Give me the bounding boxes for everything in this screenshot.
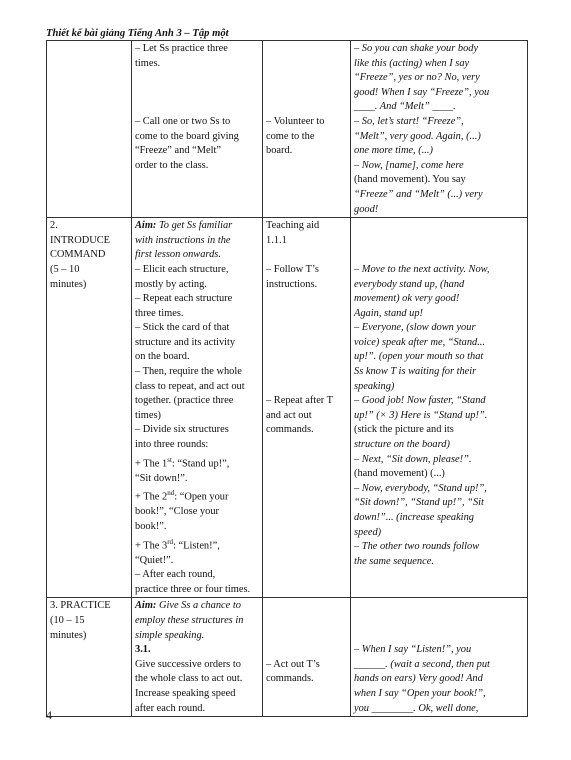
text-line bbox=[266, 599, 347, 614]
text-line: speaking) bbox=[354, 380, 395, 392]
page-header: Thiết kế bài giảng Tiếng Anh 3 – Tập một bbox=[46, 28, 229, 39]
table-row bbox=[47, 41, 528, 218]
text-line: ______. (wait a second, then put bbox=[354, 658, 490, 670]
text-line bbox=[266, 86, 347, 101]
text-line: after each round. bbox=[135, 702, 206, 714]
text-line: – Everyone, (slow down your bbox=[354, 322, 476, 334]
text-line: – Stick the card of that bbox=[135, 322, 230, 334]
text-line: commands. bbox=[266, 673, 314, 685]
text-line: – Move to the next activity. Now, bbox=[354, 263, 490, 275]
stage-cell bbox=[47, 598, 132, 717]
text-line: like this (acting) when I say bbox=[354, 57, 470, 69]
text-line: when I say “Open your book!”, bbox=[354, 687, 486, 699]
student-activity-cell bbox=[263, 598, 351, 717]
text-line: together. (practice three bbox=[135, 395, 234, 407]
text-line: book!”. bbox=[135, 520, 167, 532]
text-line: (stick the picture and its bbox=[354, 424, 454, 436]
teacher-language-cell bbox=[351, 41, 528, 218]
text-line: class to repeat, and act out bbox=[135, 380, 245, 392]
text-line bbox=[266, 71, 347, 86]
text-line: one more time, (...) bbox=[354, 145, 433, 157]
text-line: good! When I say “Freeze”, you bbox=[354, 86, 490, 98]
text-line: Give successive orders to bbox=[135, 658, 241, 670]
aim-line: with instructions in the bbox=[135, 234, 231, 246]
student-activity-cell bbox=[263, 218, 351, 598]
text-line: (hand movement). You say bbox=[354, 174, 466, 186]
text-line: three times. bbox=[135, 307, 184, 319]
text-line bbox=[354, 629, 524, 644]
student-activity-cell bbox=[263, 41, 351, 218]
table-row bbox=[47, 218, 528, 598]
text-line bbox=[266, 614, 347, 629]
text-line: order to the class. bbox=[135, 159, 209, 171]
aim-line: Aim: Give Ss a chance to bbox=[135, 600, 241, 612]
text-line: practice three or four times. bbox=[135, 583, 251, 595]
aim-line: simple speaking. bbox=[135, 629, 205, 641]
text-line: “Quiet!”. bbox=[135, 554, 174, 566]
teacher-language-cell bbox=[351, 598, 528, 717]
page-number: 4 bbox=[46, 708, 52, 722]
table-row bbox=[47, 598, 528, 717]
text-line: “Freeze”, yes or no? No, very bbox=[354, 72, 480, 84]
text-line: + The 3rd: “Listen!”, bbox=[135, 537, 220, 551]
text-line bbox=[266, 100, 347, 115]
text-line: – When I say “Listen!”, you bbox=[354, 644, 472, 656]
text-line: up!” (× 3) Here is “Stand up!”. bbox=[354, 409, 488, 421]
sub-heading: 3.1. bbox=[135, 644, 151, 656]
teacher-language-cell bbox=[351, 218, 528, 598]
text-line: up!”. (open your mouth so that bbox=[354, 351, 484, 363]
text-line bbox=[266, 292, 347, 307]
text-line: 2. bbox=[50, 220, 58, 232]
text-line: “Freeze” and “Melt” bbox=[135, 145, 221, 157]
text-line bbox=[266, 321, 347, 336]
text-line: Ss know T is waiting for their bbox=[354, 366, 477, 378]
text-line: – Let Ss practice three bbox=[135, 43, 228, 54]
text-line: (hand movement) (...) bbox=[354, 468, 445, 480]
procedure-cell bbox=[132, 41, 263, 218]
text-line: – So you can shake your body bbox=[354, 43, 479, 54]
text-line bbox=[135, 71, 259, 86]
text-line: hands on ears) Very good! And bbox=[354, 673, 483, 685]
text-line: structure on the board) bbox=[354, 439, 450, 451]
text-line: structure and its activity bbox=[135, 336, 236, 348]
text-line: movement) ok very good! bbox=[354, 293, 460, 305]
text-line: voice) speak after me, “Stand... bbox=[354, 336, 486, 348]
text-line: – Now, everybody, “Stand up!”, bbox=[354, 482, 487, 494]
text-line: 1.1.1 bbox=[266, 234, 287, 246]
aim-line: first lesson onwards. bbox=[135, 249, 221, 261]
text-line: + The 1st: “Stand up!”, bbox=[135, 455, 230, 470]
text-line: “Sit down!”, “Stand up!”, “Sit bbox=[354, 497, 484, 509]
text-line: into three rounds: bbox=[135, 439, 209, 451]
text-line: speed) bbox=[354, 526, 382, 538]
text-line bbox=[266, 629, 347, 644]
stage-cell bbox=[47, 41, 132, 218]
text-line bbox=[266, 365, 347, 380]
text-line: commands. bbox=[266, 424, 314, 436]
stage-cell bbox=[47, 218, 132, 598]
text-line bbox=[354, 219, 524, 234]
text-line bbox=[266, 336, 347, 351]
text-line: minutes) bbox=[50, 278, 87, 290]
text-line: Increase speaking speed bbox=[135, 687, 236, 699]
text-line: – Now, [name], come here bbox=[354, 159, 464, 171]
text-line: – Next, “Sit down, please!”. bbox=[354, 453, 472, 465]
text-line: good! bbox=[354, 203, 379, 215]
text-line: – Call one or two Ss to bbox=[135, 115, 231, 127]
text-line: times. bbox=[135, 57, 161, 69]
text-line: “Sit down!”. bbox=[135, 472, 188, 484]
text-line bbox=[354, 614, 524, 629]
text-line: ____. And “Melt” ____. bbox=[354, 101, 456, 113]
text-line: – Divide six structures bbox=[135, 424, 229, 436]
text-line bbox=[266, 350, 347, 365]
text-line: mostly by acting. bbox=[135, 278, 207, 290]
text-line bbox=[266, 307, 347, 322]
text-line: times) bbox=[135, 409, 161, 421]
text-line bbox=[266, 57, 347, 72]
text-line bbox=[135, 100, 259, 115]
text-line: – After each round, bbox=[135, 569, 216, 581]
text-line: everybody stand up, (hand bbox=[354, 278, 465, 290]
text-line: come to the board giving bbox=[135, 130, 239, 142]
text-line bbox=[266, 380, 347, 395]
text-line bbox=[354, 234, 524, 249]
text-line: INTRODUCE bbox=[50, 234, 111, 246]
text-line: Teaching aid bbox=[266, 220, 320, 232]
text-line bbox=[135, 86, 259, 101]
lesson-plan-table bbox=[46, 40, 528, 717]
text-line: on the board. bbox=[135, 351, 190, 363]
text-line: down!”... (increase speaking bbox=[354, 512, 474, 523]
text-line: – The other two rounds follow bbox=[354, 541, 480, 553]
text-line bbox=[266, 42, 347, 57]
text-line: – So, let’s start! “Freeze”, bbox=[354, 115, 464, 127]
text-line: come to the bbox=[266, 130, 315, 142]
procedure-cell bbox=[132, 598, 263, 717]
text-line: instructions. bbox=[266, 278, 318, 290]
text-line: board. bbox=[266, 145, 293, 157]
text-line bbox=[354, 248, 524, 263]
aim-line: employ these structures in bbox=[135, 614, 244, 626]
text-line: minutes) bbox=[50, 629, 87, 641]
text-line: – Act out T’s bbox=[266, 658, 320, 670]
text-line: (10 – 15 bbox=[50, 614, 85, 626]
text-line: – Repeat after T bbox=[266, 395, 334, 407]
text-line: Again, stand up! bbox=[354, 307, 423, 319]
text-line: the whole class to act out. bbox=[135, 673, 243, 685]
text-line: book!”, “Close your bbox=[135, 506, 219, 518]
text-line: – Good job! Now faster, “Stand bbox=[354, 395, 486, 407]
text-line: you ________. Ok, well done, bbox=[354, 702, 479, 714]
text-line bbox=[266, 643, 347, 658]
text-line: – Repeat each structure bbox=[135, 293, 233, 305]
text-line: – Elicit each structure, bbox=[135, 263, 229, 275]
text-line: “Melt”, very good. Again, (...) bbox=[354, 130, 481, 142]
text-line: – Then, require the whole bbox=[135, 366, 242, 378]
text-line: + The 2nd: “Open your bbox=[135, 489, 229, 503]
text-line: – Follow T’s bbox=[266, 263, 319, 275]
text-line: “Freeze” and “Melt” (...) very bbox=[354, 188, 483, 200]
text-line: and act out bbox=[266, 409, 312, 421]
text-line: – Volunteer to bbox=[266, 115, 325, 127]
text-line: 3. PRACTICE bbox=[50, 600, 111, 612]
aim-line: Aim: To get Ss familiar bbox=[135, 220, 233, 232]
procedure-cell bbox=[132, 218, 263, 598]
text-line: (5 – 10 bbox=[50, 263, 80, 275]
text-line: COMMAND bbox=[50, 249, 106, 261]
text-line bbox=[266, 248, 347, 263]
text-line: the same sequence. bbox=[354, 555, 434, 567]
text-line bbox=[354, 599, 524, 614]
